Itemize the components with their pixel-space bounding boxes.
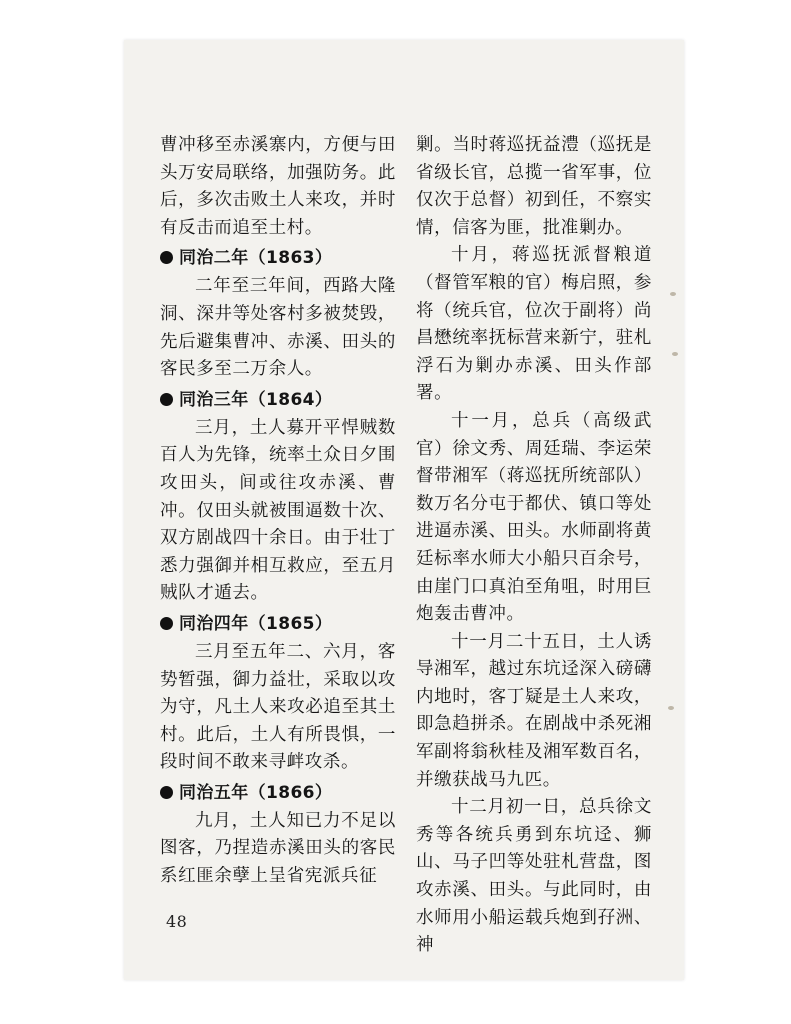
section-heading [160, 779, 396, 807]
paragraph: 十二月初一日，总兵徐文秀等各统兵勇到东坑迳、狮山、马子凹等处驻札营盘，图攻赤溪、田头。与此同时，由水师用小船运载兵炮到孖洲、神 [416, 797, 652, 956]
paragraph: 十月，蒋巡抚派督粮道（督管军粮的官）梅启照，参将（统兵官，位次于副将）尚昌懋统率抚标营来新宁，驻札浮石为剿办赤溪、田头作部署。 [416, 245, 652, 404]
paragraph: 二年至三年间，西路大隆洞、深井等处客村多被焚毁，先后避集曹冲、赤溪、田头的客民多至二万余人。 [160, 276, 396, 380]
paragraph: 三月，土人募开平悍贼数百人为先锋，统率土众日夕围攻田头，间或往攻赤溪、曹冲。仅田头就被围逼数十次、双方剧战四十余日。由于壮丁悉力强御并相互救应，至五月贼队才遁去。 [160, 417, 396, 604]
section-heading-text: 同治五年（1866） [179, 782, 333, 803]
bullet-dot-icon [160, 251, 173, 264]
bullet-dot-icon [160, 617, 173, 630]
paragraph: 曹冲移至赤溪寨内，方便与田头万安局联络，加强防务。此后，多次击败土人来攻，并时有反击而追至土村。 [160, 135, 396, 238]
page-number: 48 [166, 912, 188, 931]
section-heading [160, 610, 396, 638]
right-column [416, 132, 652, 960]
bullet-dot-icon [160, 393, 173, 406]
paper-speck [668, 706, 674, 710]
bullet-dot-icon [160, 786, 173, 799]
section-heading-text: 同治二年（1863） [179, 248, 333, 269]
paragraph: 十一月，总兵（高级武官）徐文秀、周廷瑞、李运荣督带湘军（蒋巡抚所统部队）数万名分屯于都伏、镇口等处进逼赤溪、田头。水师副将黄廷标率水师大小船只百余号，由崖门口真泊至角咀，时用巨炮轰击曹冲。 [416, 410, 652, 625]
section-heading-text: 同治三年（1864） [179, 389, 333, 410]
paragraph: 三月至五年二、六月，客势暂强，御力益壮，采取以攻为守，凡土人来攻必追至其土村。此后，土人有所畏惧，一段时间不敢来寻衅攻杀。 [160, 641, 396, 773]
book-page [124, 40, 684, 980]
section-heading-text: 同治四年（1865） [179, 613, 333, 634]
section-heading [160, 244, 396, 272]
section-heading [160, 386, 396, 414]
left-column [160, 132, 396, 891]
paper-speck [672, 352, 678, 356]
paragraph: 剿。当时蒋巡抚益澧（巡抚是省级长官，总揽一省军事，位仅次于总督）初到任，不察实情，信客为匪，批准剿办。 [416, 135, 652, 238]
paper-speck [670, 292, 676, 296]
paragraph: 十一月二十五日，土人诱导湘军，越过东坑迳深入磅礴内地时，客丁疑是土人来攻，即急趋拼杀。在剧战中杀死湘军副将翁秋桂及湘军数百名，并缴获战马九匹。 [416, 631, 652, 790]
paragraph: 九月，土人知已力不足以图客，乃捏造赤溪田头的客民系红匪余孽上呈省宪派兵征 [160, 810, 396, 887]
